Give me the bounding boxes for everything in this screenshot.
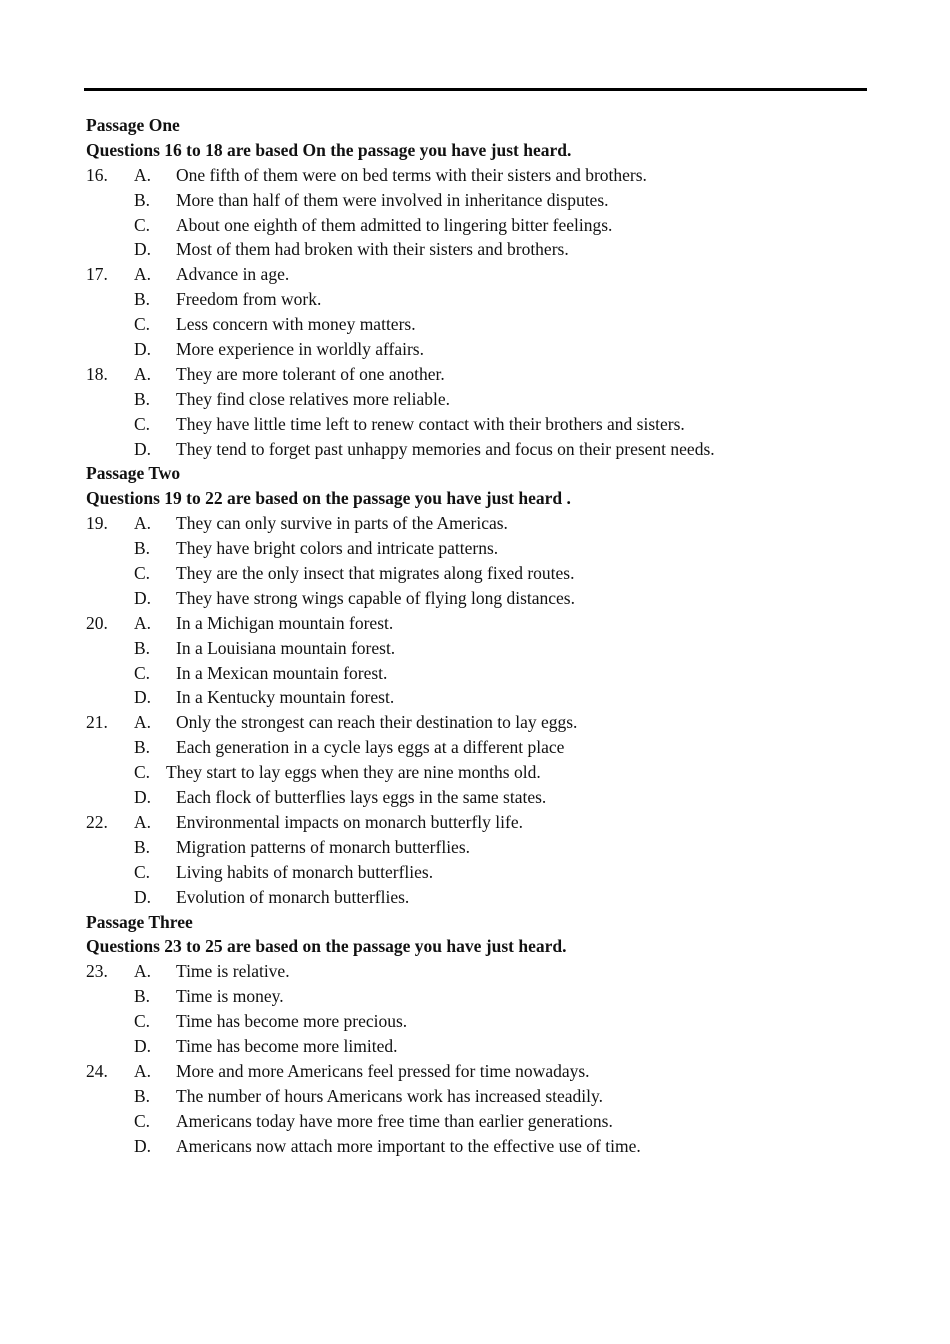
question-number: 22.	[86, 811, 108, 832]
option-letter: B.	[134, 986, 151, 1007]
option-letter: B.	[134, 836, 151, 857]
option-text: One fifth of them were on bed terms with their sisters and brothers.	[176, 164, 647, 185]
option-text: They are more tolerant of one another.	[176, 363, 445, 384]
option-row	[86, 586, 886, 611]
option-text: They start to lay eggs when they are nine months old.	[166, 762, 541, 783]
question-number: 19.	[86, 513, 108, 534]
option-letter: C.	[134, 762, 151, 783]
option-letter: C.	[134, 413, 151, 434]
option-row	[86, 835, 886, 860]
option-letter: A.	[134, 712, 152, 733]
option-row	[86, 810, 886, 835]
option-row	[86, 387, 886, 412]
option-letter: B.	[134, 1085, 151, 1106]
option-letter: C.	[134, 1110, 151, 1131]
option-row	[86, 511, 886, 536]
option-text: The number of hours Americans work has increased steadily.	[176, 1085, 603, 1106]
passage-title: Passage Three	[86, 911, 193, 932]
passage-instruction: Questions 19 to 22 are based on the passage you have just heard .	[86, 488, 571, 509]
option-row	[86, 984, 886, 1009]
top-rule	[84, 88, 867, 91]
option-letter: C.	[134, 214, 151, 235]
option-text: They tend to forget past unhappy memories and focus on their present needs.	[176, 438, 715, 459]
option-row	[86, 188, 886, 213]
option-row	[86, 1084, 886, 1109]
option-letter: A.	[134, 612, 152, 633]
option-row	[86, 1009, 886, 1034]
option-letter: A.	[134, 264, 152, 285]
option-text: Americans today have more free time than earlier generations.	[176, 1110, 613, 1131]
option-text: About one eighth of them admitted to lingering bitter feelings.	[176, 214, 613, 235]
option-letter: B.	[134, 289, 151, 310]
question-number: 24.	[86, 1060, 108, 1081]
option-letter: D.	[134, 886, 152, 907]
option-text: More and more Americans feel pressed for time nowadays.	[176, 1060, 590, 1081]
passage-instruction: Questions 23 to 25 are based on the passage you have just heard.	[86, 936, 567, 957]
option-text: More than half of them were involved in inheritance disputes.	[176, 189, 609, 210]
option-text: Most of them had broken with their sisters and brothers.	[176, 239, 569, 260]
option-text: Less concern with money matters.	[176, 314, 416, 335]
option-letter: D.	[134, 1135, 152, 1156]
option-text: In a Mexican mountain forest.	[176, 662, 388, 683]
option-text: Freedom from work.	[176, 289, 322, 310]
option-row	[86, 437, 886, 462]
option-text: They are the only insect that migrates along fixed routes.	[176, 563, 575, 584]
option-text: Migration patterns of monarch butterflies.	[176, 836, 471, 857]
option-row	[86, 611, 886, 636]
option-row	[86, 536, 886, 561]
option-text: Americans now attach more important to the effective use of time.	[176, 1135, 641, 1156]
question-number: 17.	[86, 264, 108, 285]
option-letter: B.	[134, 189, 151, 210]
option-letter: A.	[134, 811, 152, 832]
option-text: Time is money.	[176, 986, 284, 1007]
option-row	[86, 163, 886, 188]
option-row	[86, 1109, 886, 1134]
option-letter: C.	[134, 861, 151, 882]
option-letter: D.	[134, 239, 152, 260]
option-row	[86, 1059, 886, 1084]
option-letter: C.	[134, 314, 151, 335]
option-row	[86, 1034, 886, 1059]
option-row	[86, 237, 886, 262]
option-text: In a Michigan mountain forest.	[176, 612, 394, 633]
option-row	[86, 561, 886, 586]
option-row	[86, 312, 886, 337]
option-text: They have strong wings capable of flying long distances.	[176, 587, 575, 608]
option-text: Time has become more limited.	[176, 1035, 398, 1056]
option-letter: D.	[134, 687, 152, 708]
passage-title: Passage Two	[86, 463, 181, 484]
option-text: They find close relatives more reliable.	[176, 388, 451, 409]
option-text: They can only survive in parts of the Americas.	[176, 513, 508, 534]
option-row	[86, 262, 886, 287]
option-text: Only the strongest can reach their destination to lay eggs.	[176, 712, 578, 733]
option-row	[86, 685, 886, 710]
option-letter: D.	[134, 787, 152, 808]
option-row	[86, 860, 886, 885]
option-text: In a Kentucky mountain forest.	[176, 687, 395, 708]
question-number: 23.	[86, 961, 108, 982]
option-letter: B.	[134, 737, 151, 758]
option-text: More experience in worldly affairs.	[176, 339, 424, 360]
option-letter: D.	[134, 339, 152, 360]
option-row	[86, 213, 886, 238]
option-letter: D.	[134, 587, 152, 608]
option-row	[86, 959, 886, 984]
option-row	[86, 1134, 886, 1159]
option-letter: A.	[134, 363, 152, 384]
question-number: 21.	[86, 712, 108, 733]
passage-title: Passage One	[86, 115, 180, 135]
option-row	[86, 760, 886, 785]
option-text: Advance in age.	[176, 264, 290, 285]
question-number: 18.	[86, 363, 108, 384]
passage-instruction: Questions 16 to 18 are based On the passage you have just heard.	[86, 139, 572, 160]
option-letter: D.	[134, 1035, 152, 1056]
option-text: Living habits of monarch butterflies.	[176, 861, 434, 882]
option-text: Time has become more precious.	[176, 1011, 408, 1032]
question-number: 16.	[86, 164, 108, 185]
option-row	[86, 362, 886, 387]
option-row	[86, 885, 886, 910]
option-row	[86, 735, 886, 760]
option-text: They have little time left to renew contact with their brothers and sisters.	[176, 413, 685, 434]
option-letter: A.	[134, 961, 152, 982]
document-body	[86, 113, 886, 1158]
option-row	[86, 636, 886, 661]
option-letter: D.	[134, 438, 152, 459]
option-letter: B.	[134, 538, 151, 559]
option-letter: A.	[134, 164, 152, 185]
option-text: Each flock of butterflies lays eggs in the same states.	[176, 787, 547, 808]
option-row	[86, 337, 886, 362]
option-text: Each generation in a cycle lays eggs at a different place	[176, 737, 565, 758]
question-number: 20.	[86, 612, 108, 633]
option-text: Evolution of monarch butterflies.	[176, 886, 410, 907]
option-letter: B.	[134, 388, 151, 409]
option-letter: A.	[134, 1060, 152, 1081]
option-text: Environmental impacts on monarch butterfly life.	[176, 811, 523, 832]
option-row	[86, 412, 886, 437]
option-letter: C.	[134, 662, 151, 683]
option-row	[86, 661, 886, 686]
option-text: In a Louisiana mountain forest.	[176, 637, 396, 658]
option-row	[86, 785, 886, 810]
option-row	[86, 287, 886, 312]
option-letter: A.	[134, 513, 152, 534]
option-text: Time is relative.	[176, 961, 290, 982]
option-letter: C.	[134, 563, 151, 584]
option-letter: C.	[134, 1011, 151, 1032]
option-text: They have bright colors and intricate patterns.	[176, 538, 499, 559]
option-letter: B.	[134, 637, 151, 658]
option-row	[86, 710, 886, 735]
